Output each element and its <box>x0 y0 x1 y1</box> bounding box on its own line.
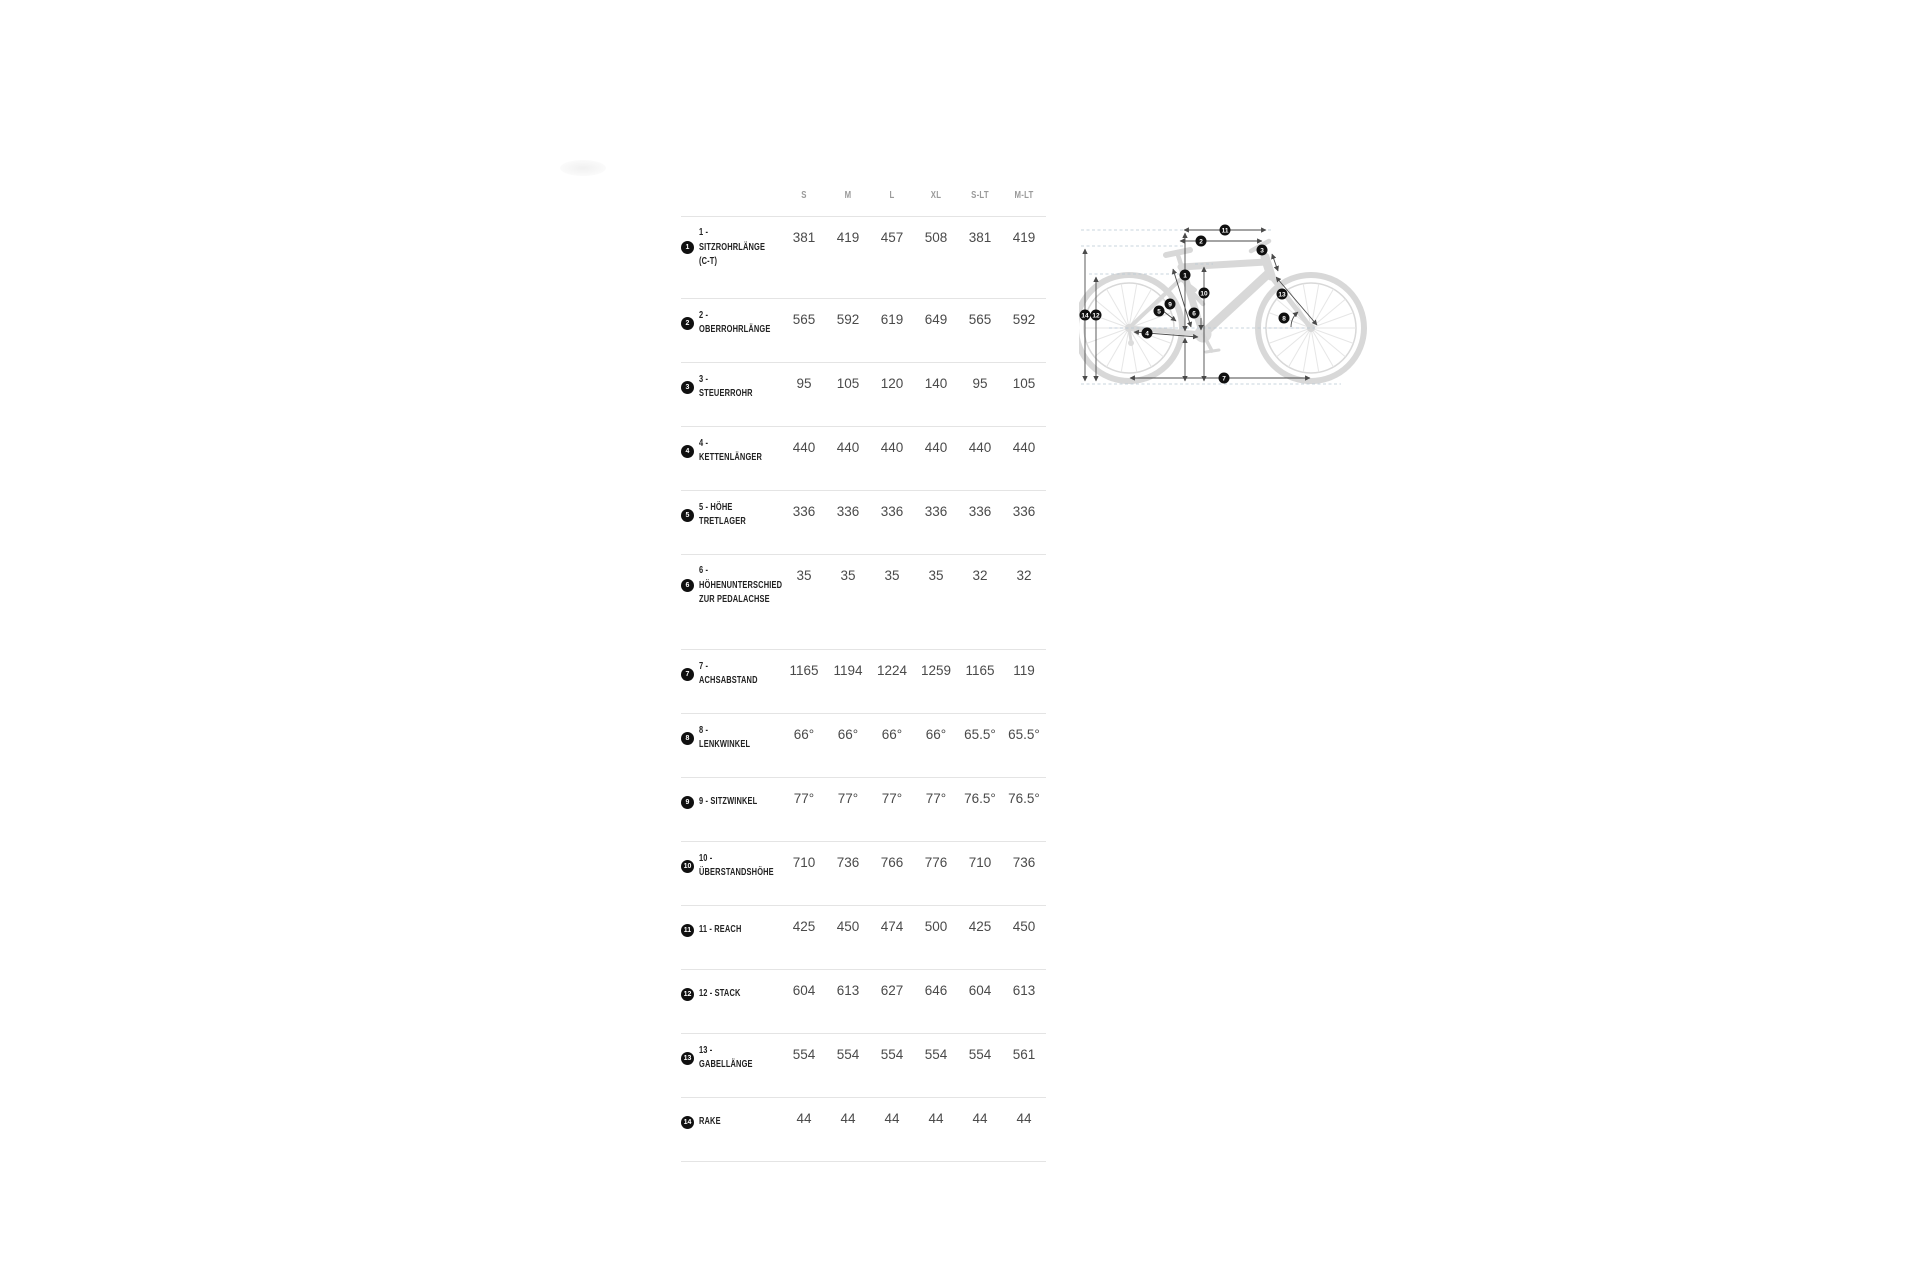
value-cell: 35 <box>840 568 856 583</box>
diagram-badge-number: 11 <box>1221 227 1229 235</box>
value-cell: 336 <box>924 504 948 519</box>
row-number-badge: 1 <box>681 241 694 254</box>
size-column-header: S <box>801 190 807 201</box>
value-cell: 35 <box>884 568 900 583</box>
value-cell: 105 <box>836 376 860 391</box>
value-cell: 1194 <box>833 663 863 678</box>
table-row <box>681 1097 1046 1161</box>
row-number-badge: 12 <box>681 988 694 1001</box>
value-cell: 65.5° <box>964 727 996 742</box>
value-cell: 457 <box>880 230 904 245</box>
value-cell: 500 <box>924 919 948 934</box>
row-label: 2 - OBERROHRLÄNGE <box>699 309 771 335</box>
table-row <box>681 969 1046 1033</box>
value-cell: 44 <box>840 1111 856 1126</box>
value-cell: 425 <box>968 919 992 934</box>
value-cell: 736 <box>1012 855 1036 870</box>
row-label: 1 - SITZROHRLÄNGE (C-T) <box>699 227 766 267</box>
value-cell: 474 <box>880 919 904 934</box>
value-cell: 776 <box>924 855 948 870</box>
value-cell: 77° <box>837 791 859 806</box>
value-cell: 44 <box>1016 1111 1032 1126</box>
diagram-badge-number: 13 <box>1278 291 1286 299</box>
row-label: 13 - GABELLÄNGE <box>699 1044 753 1070</box>
diagram-badge-number: 10 <box>1200 290 1208 298</box>
value-cell: 649 <box>924 312 948 327</box>
value-cell: 336 <box>836 504 860 519</box>
value-cell: 419 <box>1012 230 1036 245</box>
row-label: 10 - ÜBERSTANDSHÖHE <box>699 852 774 878</box>
row-number-badge: 14 <box>681 1116 694 1129</box>
row-number-badge: 6 <box>681 579 694 592</box>
table-body <box>681 216 1046 1162</box>
value-cell: 554 <box>968 1047 992 1062</box>
row-label: 6 - HÖHENUNTERSCHIED ZUR PEDALACHSE <box>699 565 783 605</box>
value-cell: 710 <box>968 855 992 870</box>
row-number-badge: 10 <box>681 860 694 873</box>
value-cell: 66° <box>793 727 815 742</box>
value-cell: 336 <box>1012 504 1036 519</box>
row-number-badge: 8 <box>681 732 694 745</box>
value-cell: 565 <box>968 312 992 327</box>
value-cell: 627 <box>880 983 904 998</box>
value-cell: 710 <box>792 855 816 870</box>
diagram-badge-number: 4 <box>1145 330 1149 338</box>
value-cell: 336 <box>968 504 992 519</box>
value-cell: 450 <box>1012 919 1036 934</box>
value-cell: 440 <box>968 440 992 455</box>
table-row <box>681 777 1046 841</box>
value-cell: 646 <box>924 983 948 998</box>
row-label-group <box>681 906 782 945</box>
row-label: 4 - KETTENLÄNGER <box>699 437 763 463</box>
value-cell: 736 <box>836 855 860 870</box>
value-cell: 561 <box>1012 1047 1036 1062</box>
value-cell: 450 <box>836 919 860 934</box>
value-cell: 440 <box>924 440 948 455</box>
diagram-badge-number: 7 <box>1222 375 1226 383</box>
value-cell: 66° <box>925 727 947 742</box>
dimension-arrows <box>1085 230 1317 381</box>
value-cell: 508 <box>924 230 948 245</box>
diagram-badge-number: 14 <box>1081 312 1089 320</box>
value-cell: 95 <box>796 376 812 391</box>
value-cell: 425 <box>792 919 816 934</box>
value-cell: 554 <box>924 1047 948 1062</box>
table-row <box>681 905 1046 969</box>
row-number-badge: 9 <box>681 796 694 809</box>
value-cell: 336 <box>880 504 904 519</box>
value-cell: 140 <box>924 376 948 391</box>
value-cell: 32 <box>972 568 988 583</box>
value-cell: 65.5° <box>1008 727 1040 742</box>
value-cell: 613 <box>1012 983 1036 998</box>
value-cell: 440 <box>792 440 816 455</box>
row-number-badge: 4 <box>681 445 694 458</box>
value-cell: 66° <box>837 727 859 742</box>
diagram-badge-number: 6 <box>1192 310 1196 318</box>
value-cell: 440 <box>880 440 904 455</box>
value-cell: 554 <box>880 1047 904 1062</box>
value-cell: 619 <box>880 312 904 327</box>
value-cell: 766 <box>880 855 904 870</box>
value-cell: 44 <box>972 1111 988 1126</box>
row-label-group <box>681 1034 782 1073</box>
table-row <box>681 490 1046 554</box>
diagram-badge-number: 2 <box>1199 238 1203 246</box>
row-label: 9 - SITZWINKEL <box>699 795 758 807</box>
size-column-header: L <box>889 190 895 201</box>
row-label: 3 - STEUERROHR <box>699 373 753 399</box>
value-cell: 1259 <box>920 663 952 678</box>
value-cell: 44 <box>884 1111 900 1126</box>
size-header-row <box>681 184 1046 216</box>
row-label: RAKE <box>699 1115 721 1127</box>
table-row <box>681 649 1046 713</box>
value-cell: 44 <box>928 1111 944 1126</box>
value-cell: 1165 <box>965 663 995 678</box>
value-cell: 77° <box>881 791 903 806</box>
value-cell: 119 <box>1013 663 1035 678</box>
row-label-group <box>681 714 782 753</box>
diagram-badge-number: 8 <box>1282 315 1286 323</box>
diagram-badge-number: 12 <box>1092 312 1100 320</box>
table-row <box>681 1033 1046 1097</box>
table-row <box>681 713 1046 777</box>
table-row <box>681 841 1046 905</box>
size-column-header: M-LT <box>1014 190 1034 201</box>
table-row <box>681 362 1046 426</box>
row-label-group <box>681 970 782 1009</box>
row-label: 11 - REACH <box>699 923 742 935</box>
geometry-table <box>681 184 1046 1162</box>
row-number-badge: 2 <box>681 317 694 330</box>
row-label-group <box>681 427 782 466</box>
value-cell: 66° <box>881 727 903 742</box>
diagram-badge-number: 5 <box>1157 308 1161 316</box>
row-label-group <box>681 299 782 338</box>
value-cell: 76.5° <box>964 791 996 806</box>
value-cell: 592 <box>1012 312 1036 327</box>
value-cell: 105 <box>1012 376 1036 391</box>
value-cell: 565 <box>792 312 816 327</box>
value-cell: 381 <box>792 230 816 245</box>
value-cell: 35 <box>796 568 812 583</box>
row-number-badge: 13 <box>681 1052 694 1065</box>
background-smudge <box>560 160 606 176</box>
value-cell: 1165 <box>789 663 819 678</box>
table-row <box>681 298 1046 362</box>
row-label-group <box>681 555 782 608</box>
value-cell: 32 <box>1016 568 1032 583</box>
row-number-badge: 5 <box>681 509 694 522</box>
value-cell: 95 <box>972 376 988 391</box>
row-label-group <box>681 650 782 689</box>
value-cell: 554 <box>836 1047 860 1062</box>
row-label-group <box>681 778 782 817</box>
table-row <box>681 426 1046 490</box>
value-cell: 613 <box>836 983 860 998</box>
row-label-group <box>681 1098 782 1137</box>
row-label-group <box>681 491 782 530</box>
row-label: 5 - HÖHE TRETLAGER <box>699 501 746 527</box>
value-cell: 440 <box>836 440 860 455</box>
value-cell: 336 <box>792 504 816 519</box>
value-cell: 76.5° <box>1008 791 1040 806</box>
size-column-header: M <box>844 190 852 201</box>
row-label: 8 - LENKWINKEL <box>699 724 751 750</box>
diagram-badge-number: 1 <box>1183 272 1187 280</box>
value-cell: 35 <box>928 568 944 583</box>
bike-geometry-diagram <box>1079 208 1393 414</box>
value-cell: 44 <box>796 1111 812 1126</box>
diagram-badge-number: 3 <box>1260 247 1264 255</box>
size-column-header: S-LT <box>971 190 989 201</box>
value-cell: 381 <box>968 230 992 245</box>
row-number-badge: 7 <box>681 668 694 681</box>
table-row <box>681 554 1046 649</box>
row-label: 12 - STACK <box>699 987 741 999</box>
size-column-header: XL <box>930 190 942 201</box>
value-cell: 77° <box>925 791 947 806</box>
value-cell: 554 <box>792 1047 816 1062</box>
row-number-badge: 3 <box>681 381 694 394</box>
row-label-group <box>681 842 782 881</box>
value-cell: 1224 <box>876 663 908 678</box>
row-label-group <box>681 217 782 270</box>
value-cell: 77° <box>793 791 815 806</box>
value-cell: 120 <box>880 376 904 391</box>
diagram-badge-number: 9 <box>1168 301 1172 309</box>
value-cell: 604 <box>968 983 992 998</box>
value-cell: 440 <box>1012 440 1036 455</box>
value-cell: 419 <box>836 230 860 245</box>
row-number-badge: 11 <box>681 924 694 937</box>
row-label: 7 - ACHSABSTAND <box>699 660 758 686</box>
table-row <box>681 216 1046 298</box>
value-cell: 604 <box>792 983 816 998</box>
row-label-group <box>681 363 782 402</box>
value-cell: 592 <box>836 312 860 327</box>
